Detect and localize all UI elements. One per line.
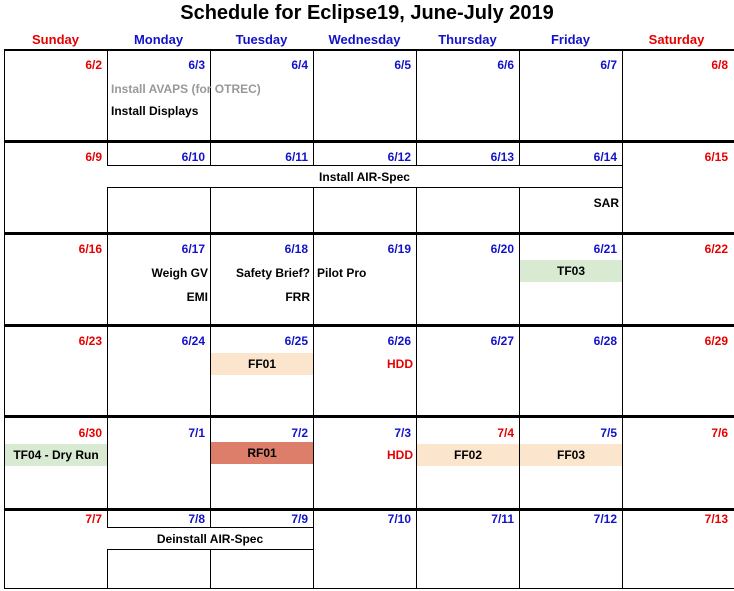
date-cell: 7/1 [188, 426, 205, 440]
date-cell: 6/9 [85, 150, 102, 164]
date-cell: 6/6 [497, 58, 514, 72]
date-cell: 6/5 [394, 58, 411, 72]
date-cell: 6/27 [490, 334, 514, 348]
event-hdd: HDD [387, 448, 413, 462]
date-cell: 6/29 [704, 334, 728, 348]
date-cell: 7/9 [291, 512, 308, 526]
date-cell: 6/13 [490, 150, 514, 164]
event-frr: FRR [285, 290, 310, 304]
date-cell: 6/16 [78, 242, 102, 256]
event-emi: EMI [186, 290, 208, 304]
event-weigh-gv: Weigh GV [151, 266, 208, 280]
event-install-air-spec: Install AIR-Spec [319, 170, 410, 184]
date-cell: 6/19 [387, 242, 411, 256]
date-cell: 6/8 [711, 58, 728, 72]
date-cell: 6/30 [78, 426, 102, 440]
date-cell: 7/8 [188, 512, 205, 526]
event-safety-brief: Safety Brief? [235, 266, 310, 280]
week-row-2 [4, 141, 734, 233]
date-cell: 6/4 [291, 58, 308, 72]
week-row-1 [4, 49, 734, 141]
date-cell: 6/10 [181, 150, 205, 164]
date-cell: 6/12 [387, 150, 411, 164]
event-ff02: FF02 [417, 444, 519, 466]
event-tf03: TF03 [520, 260, 622, 282]
date-cell: 6/26 [387, 334, 411, 348]
date-cell: 7/10 [387, 512, 411, 526]
week-row-4 [4, 325, 734, 417]
event-ff01: FF01 [211, 353, 313, 375]
date-cell: 6/15 [704, 150, 728, 164]
week-row-3 [4, 233, 734, 325]
header-sunday: Sunday [32, 32, 79, 47]
date-cell: 7/2 [291, 426, 308, 440]
event-ff03: FF03 [520, 444, 622, 466]
date-cell: 6/17 [181, 242, 205, 256]
header-wednesday: Wednesday [328, 32, 401, 47]
date-cell: 6/22 [704, 242, 728, 256]
event-pilot-pro: Pilot Pro [317, 266, 367, 280]
date-cell: 7/12 [593, 512, 617, 526]
date-cell: 6/14 [593, 150, 617, 164]
date-cell: 6/20 [490, 242, 514, 256]
date-cell: 6/2 [85, 58, 102, 72]
date-cell: 7/3 [394, 426, 411, 440]
event-rf01: RF01 [211, 442, 313, 464]
date-cell: 6/25 [284, 334, 308, 348]
date-cell: 7/11 [491, 512, 514, 526]
date-cell: 7/7 [85, 512, 102, 526]
header-friday: Friday [550, 32, 590, 47]
date-cell: 6/7 [600, 58, 617, 72]
date-cell: 6/11 [285, 150, 308, 164]
date-cell: 7/6 [711, 426, 728, 440]
date-cell: 7/5 [600, 426, 617, 440]
week-row-5 [4, 415, 734, 509]
event-tf04: TF04 - Dry Run [5, 444, 107, 466]
date-cell: 6/24 [181, 334, 205, 348]
date-cell: 6/28 [593, 334, 617, 348]
date-cell: 6/21 [593, 242, 617, 256]
date-cell: 7/13 [704, 512, 728, 526]
week-row-6 [4, 509, 734, 589]
header-monday: Monday [133, 32, 184, 47]
event-install-displays: Install Displays [111, 104, 199, 118]
header-tuesday: Tuesday [235, 32, 288, 47]
date-cell: 6/18 [284, 242, 308, 256]
page-title: Schedule for Eclipse19, June-July 2019 [180, 2, 554, 24]
event-deinstall-air-spec: Deinstall AIR-Spec [156, 532, 264, 546]
header-saturday: Saturday [648, 32, 705, 47]
event-sar: SAR [593, 196, 619, 210]
date-cell: 7/4 [497, 426, 514, 440]
header-thursday: Thursday [438, 32, 497, 47]
date-cell: 6/23 [78, 334, 102, 348]
event-hdd: HDD [387, 357, 413, 371]
event-install-avaps: Install AVAPS (for OTREC) [111, 82, 261, 96]
date-cell: 6/3 [188, 58, 205, 72]
